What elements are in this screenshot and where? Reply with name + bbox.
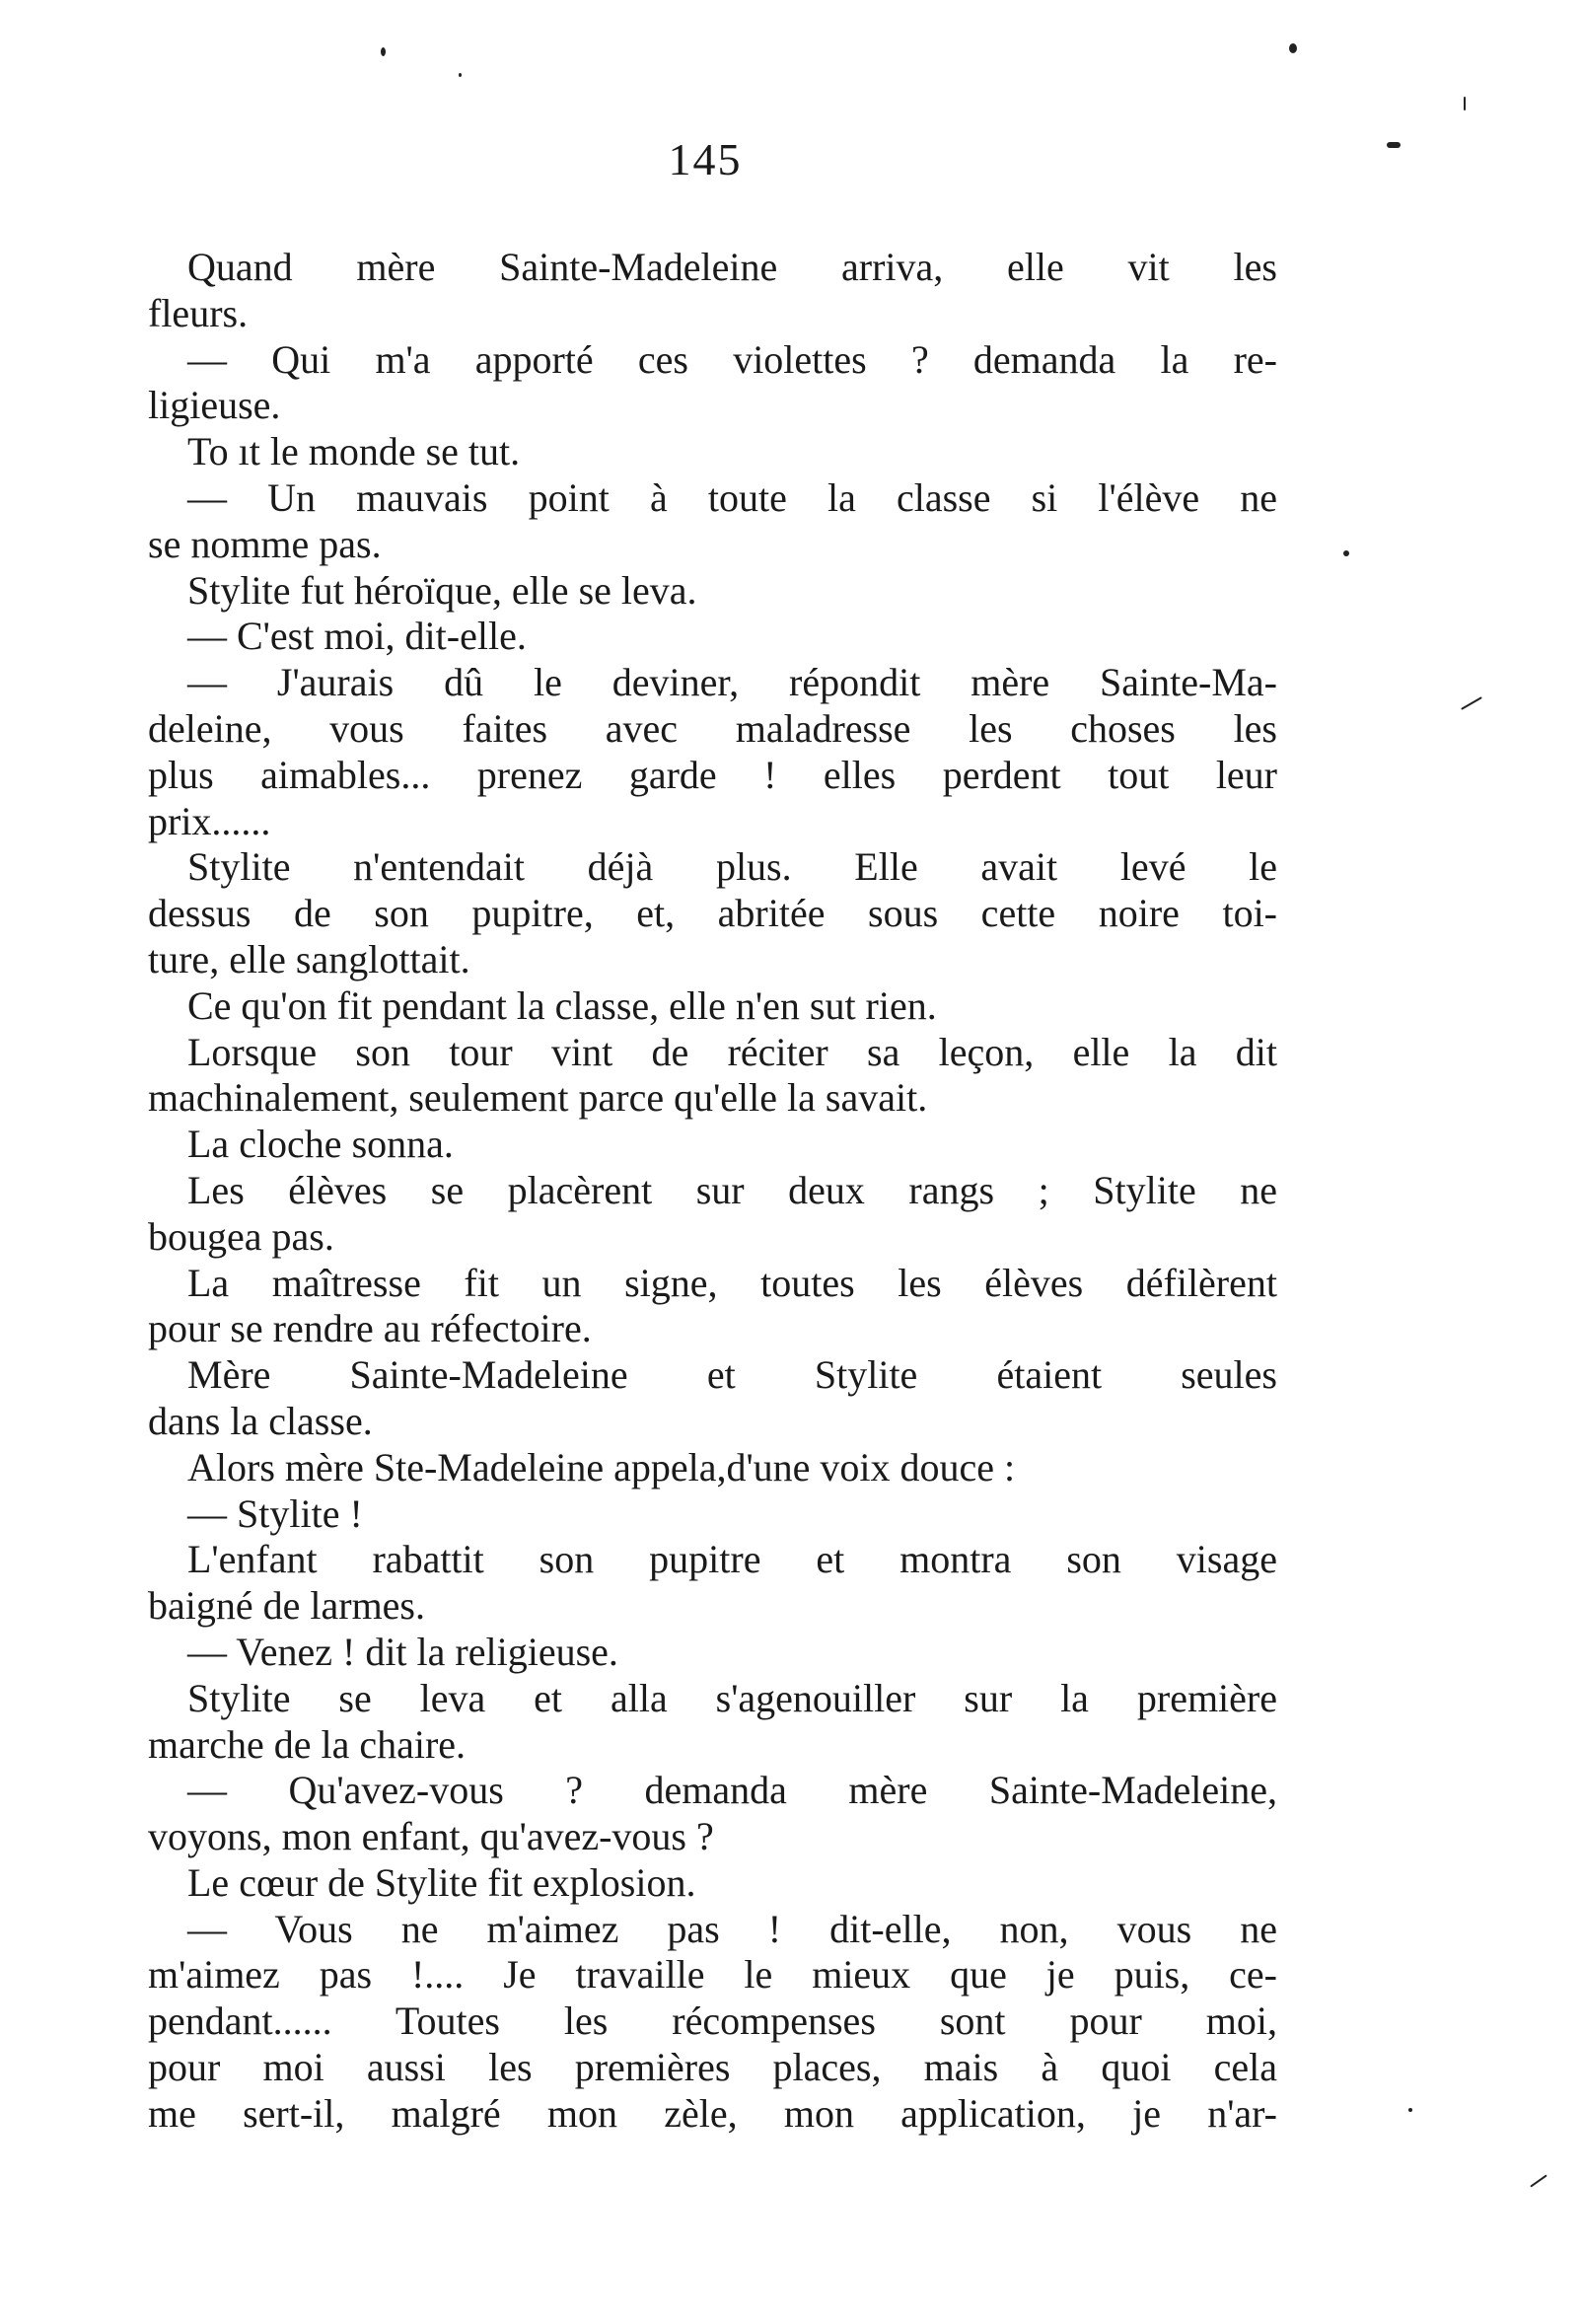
- scan-speck: [1530, 2174, 1547, 2187]
- text-line: Stylite se leva et alla s'agenouiller sur la première: [187, 1675, 1277, 1720]
- text-line: La maîtresse fit un signe, toutes les élèves défilèrent: [187, 1260, 1277, 1305]
- text-line: La cloche sonna.: [187, 1122, 454, 1167]
- text-line: machinalement, seulement parce qu'elle la savait.: [148, 1075, 928, 1121]
- text-line: — Venez ! dit la religieuse.: [187, 1629, 618, 1674]
- text-line: Stylite n'entendait déjà plus. Elle avait levé le: [187, 844, 1277, 890]
- text-line: — Vous ne m'aimez pas ! dit-elle, non, vous ne: [187, 1906, 1277, 1951]
- text-line: Stylite fut héroïque, elle se leva.: [187, 567, 697, 613]
- text-line: Le cœur de Stylite fit explosion.: [187, 1859, 696, 1905]
- text-line: ture, elle sanglottait.: [148, 936, 470, 981]
- text-line: To ıt le monde se tut.: [187, 429, 521, 474]
- scan-speck: [381, 47, 386, 56]
- text-line: bougea pas.: [148, 1213, 334, 1259]
- text-line: — C'est moi, dit-elle.: [187, 614, 527, 659]
- text-line: Lorsque son tour vint de réciter sa leçon, elle la dit: [187, 1029, 1277, 1074]
- scan-speck: [1408, 2108, 1412, 2112]
- text-line: plus aimables... prenez garde ! elles perdent tout leur: [148, 752, 1277, 797]
- text-line: — J'aurais dû le deviner, répondit mère Sainte-Ma-: [187, 660, 1277, 705]
- text-line: — Qu'avez-vous ? demanda mère Sainte-Madeleine,: [187, 1768, 1277, 1813]
- text-line: marche de la chaire.: [148, 1721, 467, 1767]
- text-line: ligieuse.: [148, 383, 281, 428]
- scan-speck: [1461, 696, 1482, 710]
- scan-speck: [1289, 43, 1297, 53]
- body-text: [148, 245, 1277, 2138]
- text-line: voyons, mon enfant, qu'avez-vous ?: [148, 1814, 714, 1859]
- text-line: — Stylite !: [187, 1490, 363, 1536]
- text-line: m'aimez pas !.... Je travaille le mieux que je puis, ce-: [148, 1952, 1277, 1997]
- text-line: baigné de larmes.: [148, 1583, 425, 1629]
- scan-speck: [1464, 97, 1466, 110]
- text-line: dans la classe.: [148, 1398, 373, 1443]
- text-line: L'enfant rabattit son pupitre et montra son visage: [187, 1537, 1277, 1582]
- scan-speck: [459, 73, 462, 77]
- text-line: pendant...... Toutes les récompenses sont pour moi,: [148, 1998, 1277, 2044]
- text-line: Alors mère Ste-Madeleine appela,d'une voix douce :: [187, 1444, 1016, 1489]
- text-line: fleurs.: [148, 290, 249, 335]
- text-line: pour moi aussi les premières places, mais à quoi cela: [148, 2045, 1277, 2090]
- text-line: — Un mauvais point à toute la classe si l'élève ne: [187, 474, 1277, 520]
- text-line: Les élèves se placèrent sur deux rangs ; Stylite ne: [187, 1167, 1277, 1212]
- text-line: dessus de son pupitre, et, abritée sous cette noire toi-: [148, 891, 1277, 936]
- text-line: me sert-il, malgré mon zèle, mon application, je n'ar-: [148, 2090, 1277, 2136]
- text-line: prix......: [148, 798, 271, 843]
- text-line: Quand mère Sainte-Madeleine arriva, elle vit les: [187, 245, 1277, 289]
- text-line: deleine, vous faites avec maladresse les choses les: [148, 705, 1277, 751]
- page-number: 145: [668, 134, 743, 184]
- text-line: Mère Sainte-Madeleine et Stylite étaient seules: [187, 1352, 1277, 1398]
- scan-speck: [1387, 142, 1401, 148]
- text-line: — Qui m'a apporté ces violettes ? demanda la re-: [187, 336, 1277, 382]
- text-line: Ce qu'on fit pendant la classe, elle n'en sut rien.: [187, 982, 937, 1028]
- scan-speck: [1343, 550, 1349, 556]
- text-line: se nomme pas.: [148, 521, 382, 566]
- text-line: pour se rendre au réfectoire.: [148, 1306, 592, 1351]
